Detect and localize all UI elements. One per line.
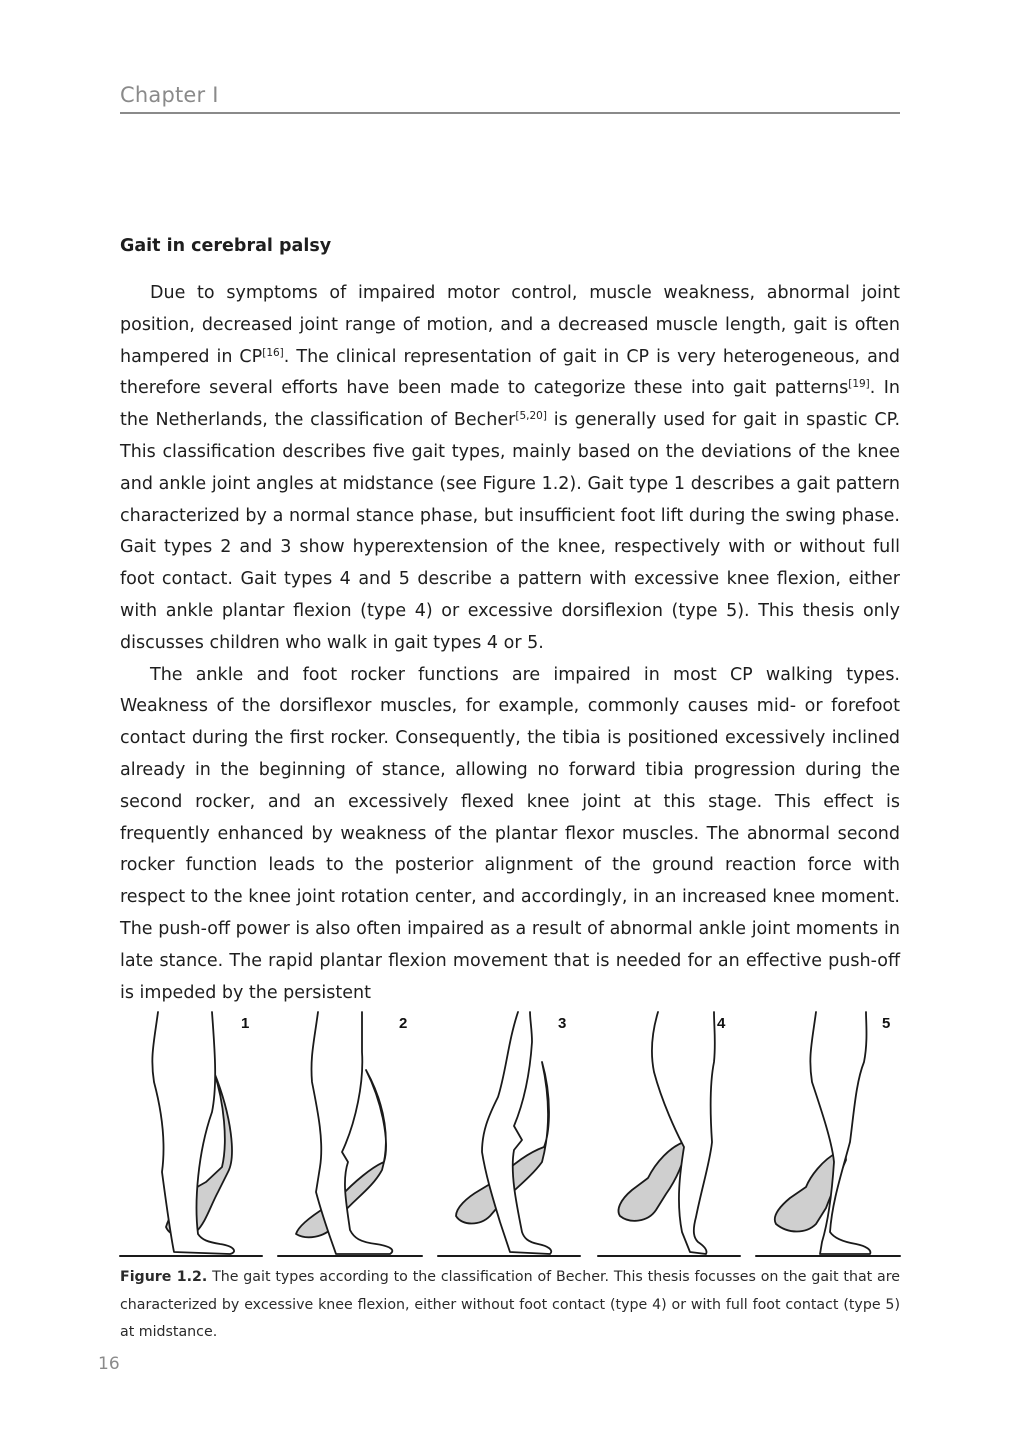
gait-panel-3	[438, 1012, 580, 1256]
figure-caption-text: The gait types according to the classification of Becher. This thesis focusses on the gait that are characterized by excessive knee flexion, either without foot contact (type 4) or with full foot contact (type 5) at midstance.	[120, 1269, 900, 1340]
gait-panel-2	[278, 1012, 422, 1256]
gait-type-label-1: 1	[241, 1015, 250, 1032]
section-heading: Gait in cerebral palsy	[120, 236, 332, 256]
running-header	[120, 80, 900, 114]
paragraph-1-part-4: is generally used for gait in spastic CP. This classification describes five gait types, mainly based on the deviations of the knee and ankle joint angles at midstance (see Figure 1.2). Gait type 1 describes a gait pattern characterized by a normal stance phase, but insufficient foot lift during the swing phase. Gait types 2 and 3 show hyperextension of the knee, respectively with or without full foot contact. Gait types 4 and 5 describe a pattern with excessive knee flexion, either with ankle plantar flexion (type 4) or excessive dorsiflexion (type 5). This thesis only discusses children who walk in gait types 4 or 5.	[120, 410, 901, 653]
citation-16: [16]	[262, 346, 284, 359]
page-number: 16	[98, 1354, 120, 1374]
body-text	[120, 278, 900, 1009]
paragraph-1-part-1: Due to symptoms of impaired motor control, muscle weakness, abnormal joint position, decreased joint range of motion, and a decreased muscle length, gait is often hampered in CP	[120, 283, 900, 367]
citation-5-20: [5,20]	[515, 410, 547, 423]
stance-leg	[482, 1012, 551, 1254]
figure-caption	[120, 1264, 900, 1347]
paragraph-1-part-2: . The clinical representation of gait in CP is very heterogeneous, and therefore several efforts have been made to categorize these into gait patterns	[120, 346, 901, 399]
paragraph-2: The ankle and foot rocker functions are impaired in most CP walking types. Weakness of the dorsiflexor muscles, for example, commonly causes mid- or forefoot contact during the first rocker. Consequently, the tibia is positioned excessively inclined already in the beginning of stance, allowing no forward tibia progression during the second rocker, and an excessively flexed knee joint at this stage. This effect is frequently enhanced by weakness of the plantar flexor muscles. The abnormal second rocker function leads to the posterior alignment of the ground reaction force with respect to the knee joint rotation center, and accordingly, in an increased knee moment. The push-off power is also often impaired as a result of abnormal ankle joint moments in late stance. The rapid plantar flexion movement that is needed for an effective push-off is impeded by the persistent	[120, 664, 900, 1003]
gait-type-label-5: 5	[882, 1015, 891, 1032]
paragraph-1	[120, 278, 900, 660]
gait-type-label-3: 3	[558, 1015, 567, 1032]
figure-caption-label: Figure 1.2.	[120, 1269, 208, 1285]
paragraph-1-part-3: . In the Netherlands, the classification of Becher	[120, 378, 900, 431]
stance-leg	[311, 1012, 392, 1254]
gait-figure	[110, 1002, 910, 1264]
gait-figure-svg	[110, 1002, 910, 1264]
gait-type-label-4: 4	[717, 1015, 726, 1032]
gait-panel-1	[120, 1012, 262, 1256]
citation-19: [19]	[848, 378, 870, 391]
gait-type-label-2: 2	[399, 1015, 408, 1032]
gait-panel-5	[756, 1012, 900, 1256]
gait-panel-4	[598, 1012, 740, 1256]
chapter-title: Chapter I	[120, 83, 219, 107]
stance-leg	[652, 1012, 715, 1254]
stance-leg	[152, 1012, 234, 1254]
